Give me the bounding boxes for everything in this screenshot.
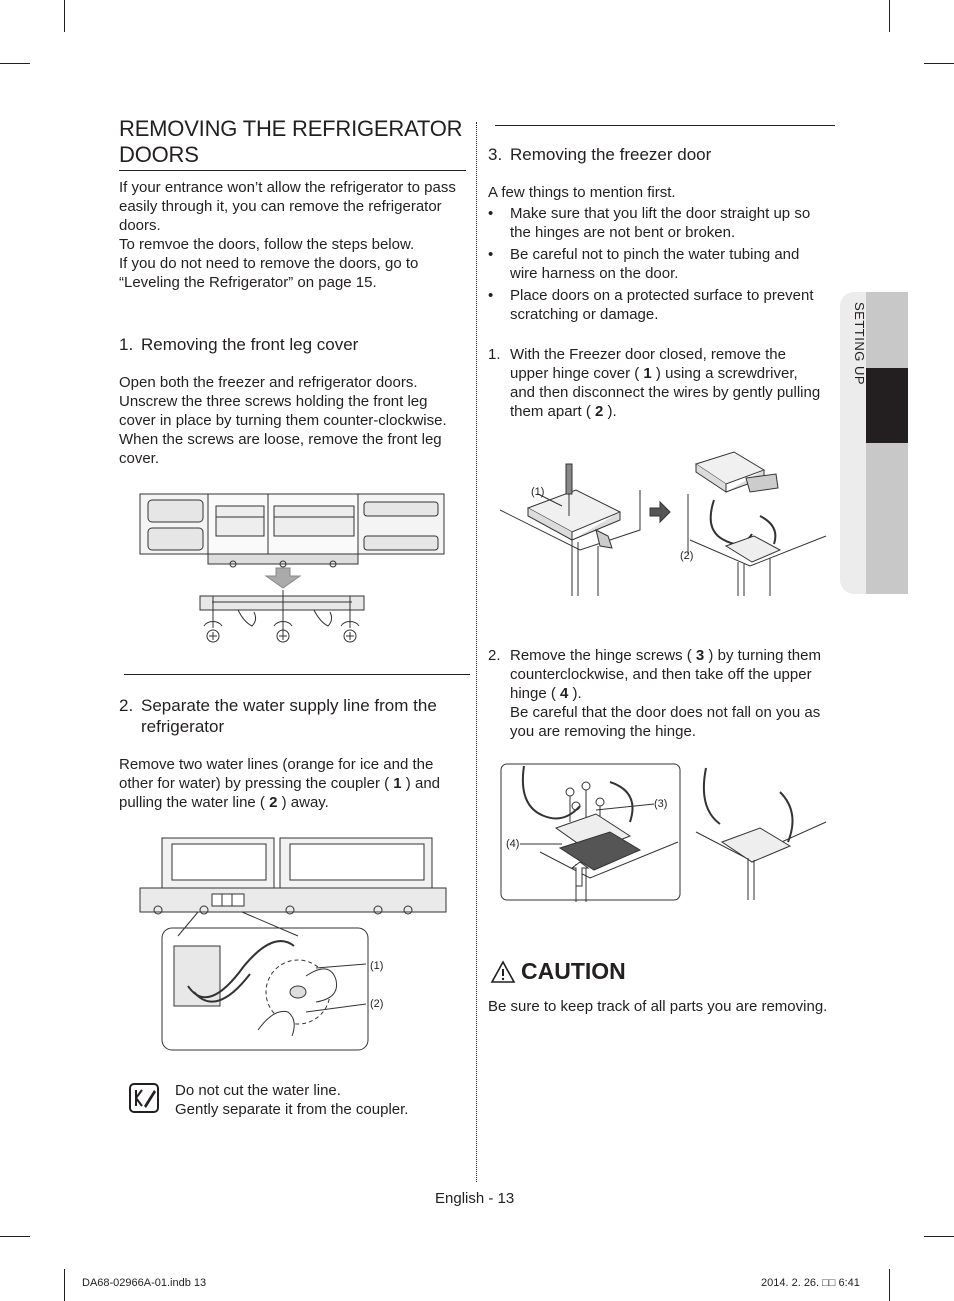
page-title: REMOVING THE REFRIGERATOR DOORS <box>119 116 466 171</box>
crop-mark <box>889 1269 890 1301</box>
callout-2: (2) <box>370 998 384 1010</box>
bullet-text: scratching or damage. <box>510 306 659 323</box>
part-ref: 2 <box>269 794 278 811</box>
step-number: 1. <box>488 346 501 363</box>
crop-mark <box>64 0 65 32</box>
step-text <box>488 364 833 383</box>
intro-line: To remvoe the doors, follow the steps below. <box>119 236 415 253</box>
intro-line: “Leveling the Refrigerator” on page 15. <box>119 274 377 291</box>
callout-4: (4) <box>506 838 520 850</box>
intro-line: If your entrance won’t allow the refrigerator to pass <box>119 179 456 196</box>
body-text: ) away. <box>277 794 329 811</box>
section-2-heading <box>119 695 469 737</box>
body-text: ). <box>568 685 582 702</box>
section-divider <box>124 674 470 675</box>
section-heading-text: Separate the water supply line from the <box>141 696 437 715</box>
crop-mark <box>0 63 30 64</box>
part-ref: 2 <box>595 403 604 420</box>
crop-mark <box>64 1269 65 1301</box>
note-icon <box>128 1082 160 1114</box>
body-line <box>119 774 469 793</box>
caution-text: Be sure to keep track of all parts you are removing. <box>488 998 828 1015</box>
bullet-text: Be careful not to pinch the water tubing and <box>510 246 800 263</box>
callout-1: (1) <box>370 960 384 972</box>
section-1-heading <box>119 334 469 355</box>
part-ref: 3 <box>695 647 705 664</box>
bullet-text: wire harness on the door. <box>510 265 679 282</box>
step-text: counterclockwise, and then take off the upper <box>510 666 812 683</box>
callout-1: (1) <box>531 486 545 498</box>
body-line: Open both the freezer and refrigerator doors. <box>119 374 418 391</box>
bullet-text: the hinges are not bent or broken. <box>510 224 736 241</box>
note-text <box>175 1081 465 1119</box>
bullet-item <box>488 245 833 283</box>
step-text: Be careful that the door does not fall on you as <box>510 704 821 721</box>
bullet-text: Make sure that you lift the door straight up so <box>510 205 811 222</box>
intro-few-things: A few things to mention first. <box>488 184 676 201</box>
bullet-text: Place doors on a protected surface to prevent <box>510 287 814 304</box>
body-line: Remove two water lines (orange for ice and the <box>119 756 434 773</box>
part-ref: 1 <box>643 365 652 382</box>
body-text: ) and <box>401 775 440 792</box>
caution-title: CAUTION <box>521 958 626 984</box>
sidebar-tab <box>866 292 908 594</box>
right-top-rule <box>495 125 835 126</box>
page-number: English - 13 <box>435 1190 515 1207</box>
step-text: With the Freezer door closed, remove the <box>510 346 786 363</box>
step-1 <box>488 345 833 421</box>
body-text: Remove the hinge screws ( <box>510 647 696 664</box>
bullet-dot: • <box>488 246 494 263</box>
body-line: cover. <box>119 450 160 467</box>
part-ref: 4 <box>560 685 569 702</box>
hinge-cover-illustration <box>500 450 830 600</box>
part-ref: 1 <box>393 775 402 792</box>
section-3-heading <box>488 144 833 165</box>
section-1-body <box>119 373 469 468</box>
step-text <box>488 646 833 665</box>
section-2-body <box>119 755 469 812</box>
sidebar-tab-active <box>866 368 908 443</box>
crop-mark <box>889 0 890 32</box>
body-line: When the screws are loose, remove the front leg <box>119 431 442 448</box>
body-text: ) using a screwdriver, <box>651 365 798 382</box>
step-text <box>488 684 833 703</box>
print-date-info: 2014. 2. 26. □□ 6:41 <box>761 1277 860 1289</box>
step-number: 2. <box>488 647 501 664</box>
step-2 <box>488 646 833 741</box>
bullet-item <box>488 286 833 324</box>
note-line: Do not cut the water line. <box>175 1082 341 1099</box>
intro-line: easily through it, you can remove the refrigerator <box>119 198 442 215</box>
section-heading-text: Removing the front leg cover <box>141 335 359 354</box>
front-leg-cover-illustration <box>138 492 448 654</box>
body-line: cover in place by turning them counter-clockwise. <box>119 412 447 429</box>
step-text: and then disconnect the wires by gently pulling <box>510 384 821 401</box>
intro-line: doors. <box>119 217 161 234</box>
bullet-dot: • <box>488 287 494 304</box>
bullet-item <box>488 204 833 242</box>
body-text: upper hinge cover ( <box>510 365 644 382</box>
body-text: other for water) by pressing the coupler ( <box>119 775 394 792</box>
callout-3: (3) <box>654 798 668 810</box>
section-number: 1. <box>119 335 134 354</box>
hinge-screws-illustration <box>500 762 830 902</box>
crop-mark <box>924 1236 954 1237</box>
body-text: them apart ( <box>510 403 596 420</box>
water-line-illustration <box>138 836 450 1054</box>
body-line: Unscrew the three screws holding the front leg <box>119 393 428 410</box>
intro-paragraph <box>119 178 469 292</box>
intro-line: If you do not need to remove the doors, go to <box>119 255 419 272</box>
body-line <box>119 793 469 812</box>
section-heading-text: Removing the freezer door <box>510 145 712 164</box>
body-text: pulling the water line ( <box>119 794 270 811</box>
warning-icon <box>490 960 516 984</box>
body-text: hinge ( <box>510 685 561 702</box>
sidebar-label: SETTING UP <box>852 302 867 386</box>
section-number: 3. <box>488 145 503 164</box>
print-file-info: DA68-02966A-01.indb 13 <box>82 1277 207 1289</box>
column-divider <box>476 122 477 1182</box>
section-heading-text: refrigerator <box>141 717 225 736</box>
body-text: ). <box>603 403 617 420</box>
crop-mark <box>924 63 954 64</box>
step-text: you are removing the hinge. <box>510 723 696 740</box>
bullet-dot: • <box>488 205 494 222</box>
step-text <box>488 402 833 421</box>
callout-2: (2) <box>680 550 694 562</box>
section-number: 2. <box>119 696 134 715</box>
note-line: Gently separate it from the coupler. <box>175 1101 409 1118</box>
body-text: ) by turning them <box>704 647 821 664</box>
crop-mark <box>0 1236 30 1237</box>
